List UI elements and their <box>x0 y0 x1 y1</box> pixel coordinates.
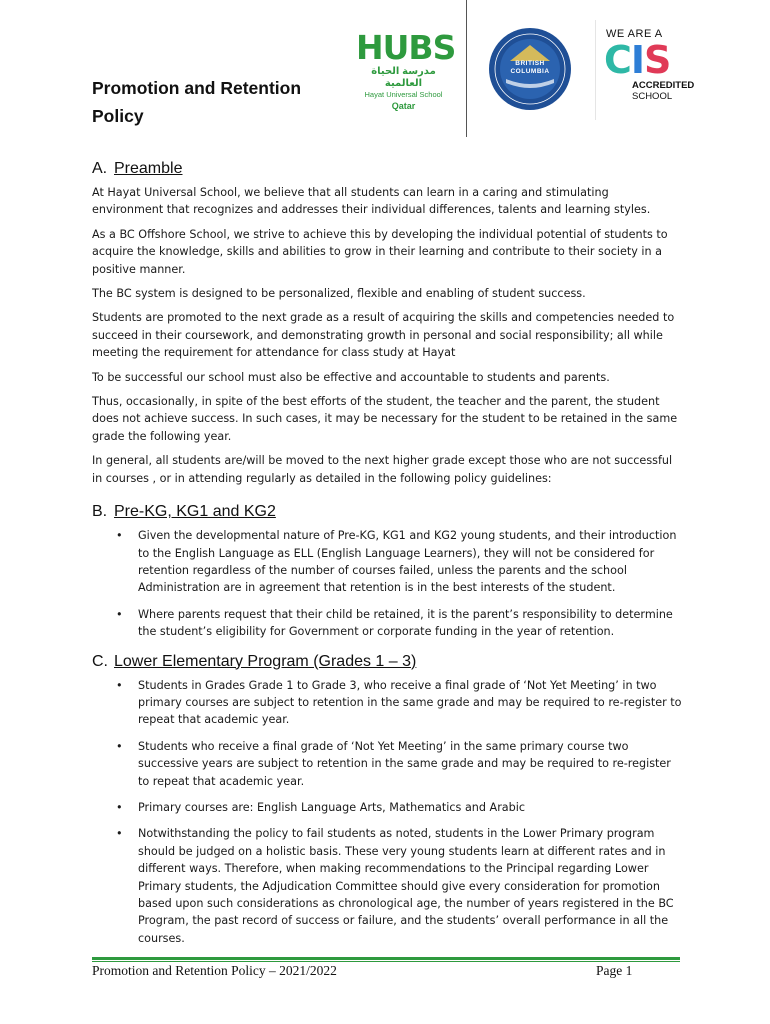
list-item-text: Students who receive a final grade of ‘Not Yet Meeting’ in the same primary course two successive years are subject to retention in the same grade and may be required to re-register to repeat that academic year. <box>138 739 671 788</box>
cis-letter-i: I <box>630 38 645 82</box>
title-line-1: Promotion and Retention <box>92 78 302 98</box>
cis-letter-c: C <box>604 38 631 82</box>
bullet-icon: • <box>116 800 123 814</box>
list-item-text: Primary courses are: English Language Arts, Mathematics and Arabic <box>138 800 526 814</box>
section-c-title: Lower Elementary Program (Grades 1 – 3) <box>114 652 417 670</box>
bc-seal-text <box>488 60 572 76</box>
section-b-heading <box>92 501 682 523</box>
hubs-logo-location: Qatar <box>391 101 416 111</box>
footer-rule <box>92 957 680 960</box>
list-item <box>92 825 682 947</box>
cis-letter-s: S <box>644 38 671 82</box>
title-line-2: Policy <box>92 106 144 126</box>
footer-title: Promotion and Retention Policy – 2021/2022 <box>92 963 337 978</box>
section-c-heading <box>92 651 682 673</box>
page-number: Page 1 <box>596 963 633 978</box>
cis-logo-letters <box>604 38 670 82</box>
page-title <box>92 74 352 130</box>
hubs-logo-word: HUBS <box>356 28 456 67</box>
list-item <box>92 527 682 597</box>
paragraph: At Hayat Universal School, we believe that all students can learn in a caring and stimulating environment that recognizes and addresses their individual differences, talents and learning styles. <box>92 186 651 217</box>
list-item <box>92 677 682 729</box>
bc-seal-line-2: COLUMBIA <box>510 68 550 75</box>
bullet-icon: • <box>116 529 123 543</box>
bullet-icon: • <box>116 678 123 692</box>
hubs-logo-arabic: مدرسة الحياة العالمية <box>371 66 436 89</box>
list-item <box>92 606 682 641</box>
section-c-letter: C. <box>92 652 108 670</box>
section-b-list <box>92 527 682 640</box>
document-body <box>92 158 682 957</box>
cis-logo-accredited: ACCREDITED <box>632 80 695 91</box>
cis-logo-top: WE ARE A <box>606 28 663 40</box>
hubs-logo-english: Hayat Universal School <box>364 90 443 99</box>
list-item <box>92 738 682 790</box>
list-item-text: Notwithstanding the policy to fail students as noted, students in the Lower Primary program should be judged on a holistic basis. These very young students learn at different rates and in different ways. Therefore, when making recommendations to the Principal regarding Lower Primary students, the Adjudication Committee should give every consideration for promotion based upon such considerations as chronological age, the number of years registered in the BC Program, the past record of success or failure, and the students’ overall performance in all the courses. <box>138 827 674 945</box>
list-item <box>92 799 682 816</box>
bullet-icon: • <box>116 739 123 753</box>
cis-logo <box>600 28 710 108</box>
paragraph: The BC system is designed to be personalized, flexible and enabling of student success. <box>92 287 586 301</box>
section-a-letter: A. <box>92 160 108 177</box>
list-item-text: Given the developmental nature of Pre-KG, KG1 and KG2 young students, and their introduction to the English Language as ELL (English Language Learners), they will not be considered for retention regardless of the number of courses failed, unless the parents and the school Administration are in agreement that retention is in the best interests of the student. <box>138 529 677 595</box>
hubs-logo <box>356 28 456 111</box>
bc-seal-line-1: BRITISH <box>515 60 545 67</box>
list-item-text: Where parents request that their child be retained, it is the parent’s responsibility to determine the student’s eligibility for Government or corporate funding in the year of retention. <box>138 607 673 639</box>
list-item-text: Students in Grades Grade 1 to Grade 3, who receive a final grade of ‘Not Yet Meeting’ in two primary courses are subject to retention in the same grade and may be required to re-register to repeat that academic year. <box>138 678 682 727</box>
logo-divider-2 <box>595 20 596 120</box>
cis-logo-school: SCHOOL <box>632 91 673 102</box>
section-c-list <box>92 677 682 948</box>
paragraph: Students are promoted to the next grade as a result of acquiring the skills and competencies needed to succeed in their coursework, and demonstrating growth in personal and social responsibility; all while meeting the requirement for attendance for class study at Hayat <box>92 311 675 360</box>
logo-divider <box>466 0 467 137</box>
paragraph: Thus, occasionally, in spite of the best efforts of the student, the teacher and the parent, the student does not achieve success. In such cases, it may be necessary for the student to be retained in the same grade the following year. <box>92 395 678 443</box>
paragraph: In general, all students are/will be moved to the next higher grade except those who are not successful in courses , or in attending regularly as detailed in the following policy guidelines: <box>92 454 673 485</box>
section-a-title: Preamble <box>114 160 183 177</box>
bullet-icon: • <box>116 827 123 841</box>
section-b-letter: B. <box>92 503 108 521</box>
paragraph: As a BC Offshore School, we strive to achieve this by developing the individual potential of students to acquire the knowledge, skills and abilities to grow in their learning and contribute to their society in a positive manner. <box>92 227 668 276</box>
section-b-title: Pre-KG, KG1 and KG2 <box>114 503 276 521</box>
footer-rule-thin <box>92 961 680 962</box>
section-a-heading <box>92 158 682 180</box>
bullet-icon: • <box>116 607 123 621</box>
paragraph: To be successful our school must also be effective and accountable to students and parents. <box>92 370 610 384</box>
